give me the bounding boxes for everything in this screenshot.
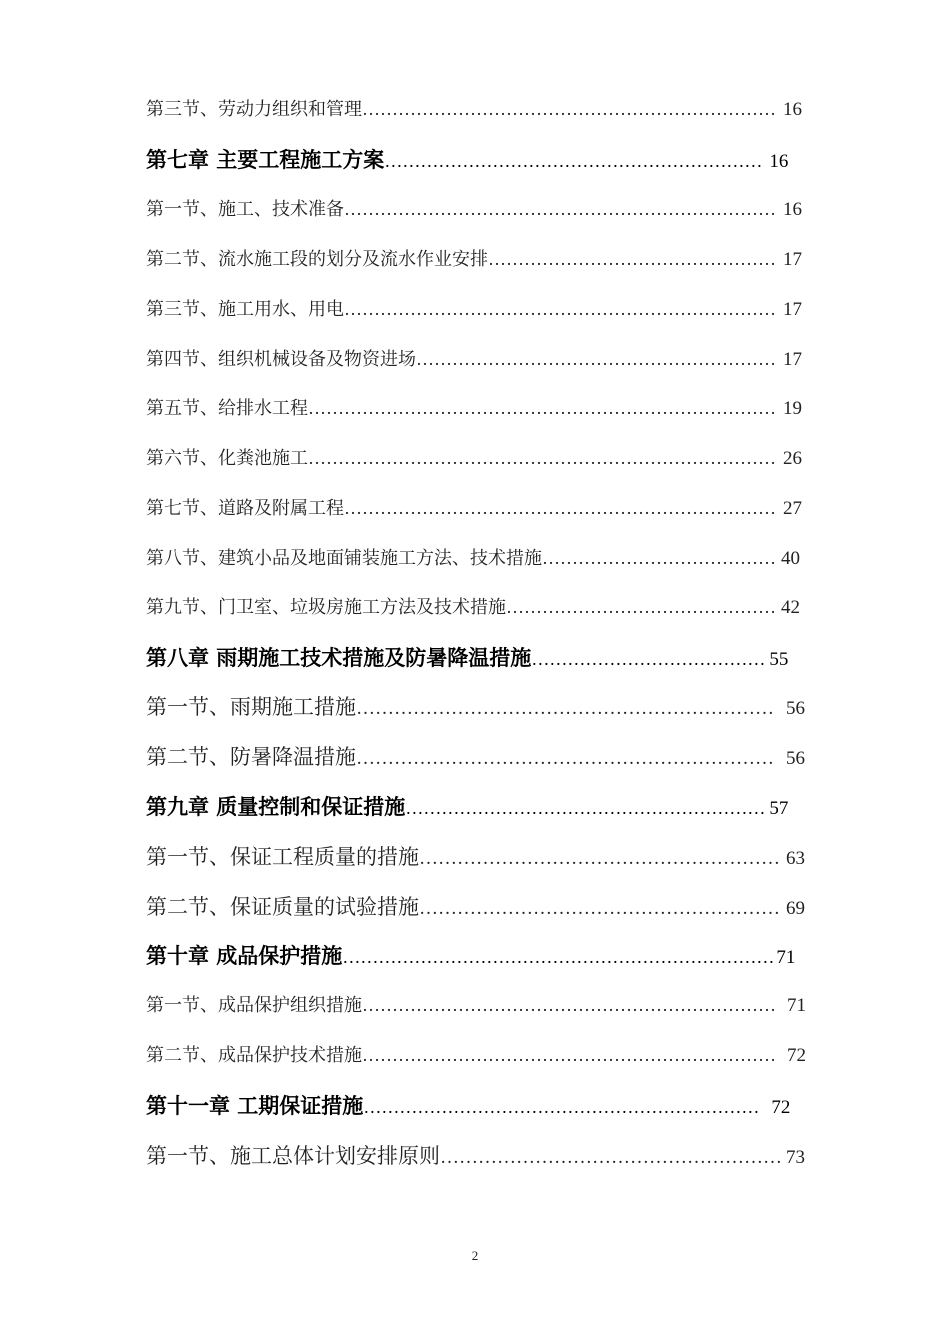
toc-page-number: 72: [771, 1097, 791, 1118]
toc-entry[interactable]: [146, 549, 800, 568]
toc-entry-title: 第七章 主要工程施工方案: [146, 148, 385, 172]
toc-entry[interactable]: [146, 747, 805, 768]
toc-entry-title: 第九章 质量控制和保证措施: [146, 795, 406, 819]
toc-page-number: 42: [781, 597, 800, 618]
toc-dot-leader: ………………………………………………………………: [344, 499, 776, 517]
toc-dot-leader: ……………………………………………………: [405, 799, 766, 817]
toc-dot-leader: ……………………………………………………………………: [308, 449, 776, 467]
toc-dot-leader: …………………………………………………………: [356, 749, 774, 768]
toc-entry-title: 第一节、施工总体计划安排原则: [146, 1144, 440, 1168]
toc-page-number: 16: [769, 151, 789, 172]
toc-entry-title: 第六节、化粪池施工: [146, 448, 308, 468]
toc-dot-leader: …………………………………………………………: [356, 699, 774, 718]
toc-dot-leader: ………………………………………………………………: [342, 948, 775, 966]
toc-dot-leader: ………………………………………………: [440, 1148, 782, 1167]
toc-dot-leader: …………………………………………: [488, 250, 776, 268]
toc-page-number: 17: [783, 299, 802, 320]
toc-entry-title: 第十章 成品保护措施: [146, 944, 343, 968]
toc-entry[interactable]: [146, 250, 802, 269]
toc-dot-leader: ……………………………………………………………: [362, 996, 776, 1014]
toc-dot-leader: ……………………………………………………………………: [308, 399, 776, 417]
toc-entry-title: 第三节、劳动力组织和管理: [146, 99, 362, 119]
toc-dot-leader: …………………………………………………: [419, 849, 780, 868]
toc-chapter-entry[interactable]: [146, 648, 788, 669]
toc-dot-leader: ……………………………………………………………: [362, 100, 776, 118]
toc-entry[interactable]: [146, 449, 802, 468]
toc-dot-leader: …………………………………: [531, 650, 766, 668]
toc-dot-leader: …………………………………: [542, 549, 776, 567]
toc-page-number: 72: [787, 1045, 806, 1066]
toc-page-number: 71: [787, 995, 806, 1016]
toc-entry[interactable]: [146, 100, 802, 119]
toc-entry[interactable]: [146, 300, 802, 319]
toc-entry-title: 第二节、流水施工段的划分及流水作业安排: [146, 249, 488, 269]
toc-page-number: 17: [783, 249, 802, 270]
toc-entry[interactable]: [146, 697, 805, 718]
toc-entry-title: 第一节、保证工程质量的措施: [146, 845, 419, 869]
toc-entry-title: 第二节、成品保护技术措施: [146, 1045, 362, 1065]
toc-chapter-entry[interactable]: [146, 797, 788, 818]
toc-page-number: 40: [781, 548, 800, 569]
toc-page-number: 55: [769, 649, 789, 670]
toc-page-number: 26: [783, 448, 802, 469]
toc-entry-title: 第三节、施工用水、用电: [146, 299, 344, 319]
toc-entry-title: 第八章 雨期施工技术措施及防暑降温措施: [146, 646, 532, 670]
toc-entry[interactable]: [146, 897, 805, 918]
toc-page-number: 16: [783, 99, 802, 120]
toc-entry-title: 第四节、组织机械设备及物资进场: [146, 349, 416, 369]
toc-page-number: 63: [786, 848, 805, 869]
toc-page-number: 56: [786, 748, 805, 769]
toc-entry[interactable]: [146, 996, 806, 1015]
toc-page-number: 73: [786, 1147, 805, 1168]
toc-page-number: 27: [783, 498, 802, 519]
toc-page-number: 17: [783, 349, 802, 370]
toc-page-number: 71: [776, 947, 796, 968]
toc-page-number: 69: [786, 898, 805, 919]
page-number: 2: [471, 1248, 479, 1263]
toc-chapter-entry[interactable]: [146, 150, 788, 171]
toc-page-number: 16: [783, 199, 802, 220]
toc-entry[interactable]: [146, 499, 802, 518]
toc-chapter-entry[interactable]: [146, 946, 795, 967]
toc-entry[interactable]: [146, 399, 802, 418]
toc-dot-leader: ………………………………………………………: [384, 152, 763, 170]
toc-dot-leader: ………………………………………: [506, 598, 776, 616]
toc-entry-title: 第九节、门卫室、垃圾房施工方法及技术措施: [146, 597, 506, 617]
toc-page-number: 56: [786, 698, 805, 719]
toc-dot-leader: ………………………………………………………………: [344, 200, 776, 218]
toc-page-number: 19: [783, 398, 802, 419]
toc-dot-leader: …………………………………………………………: [363, 1098, 760, 1116]
toc-entry-title: 第八节、建筑小品及地面铺装施工方法、技术措施: [146, 548, 542, 568]
toc-entry[interactable]: [146, 200, 802, 219]
toc-page-number: 57: [769, 798, 789, 819]
toc-entry-title: 第十一章 工期保证措施: [146, 1094, 364, 1118]
toc-entry[interactable]: [146, 1046, 806, 1065]
toc-entry-title: 第二节、防暑降温措施: [146, 745, 356, 769]
toc-entry-title: 第一节、施工、技术准备: [146, 199, 344, 219]
toc-chapter-entry[interactable]: [146, 1096, 790, 1117]
toc-entry-title: 第七节、道路及附属工程: [146, 498, 344, 518]
toc-entry[interactable]: [146, 598, 800, 617]
toc-entry-title: 第一节、成品保护组织措施: [146, 995, 362, 1015]
toc-entry[interactable]: [146, 1146, 805, 1167]
toc-entry-title: 第五节、给排水工程: [146, 398, 308, 418]
toc-entry[interactable]: [146, 847, 805, 868]
toc-entry-title: 第一节、雨期施工措施: [146, 695, 356, 719]
toc-dot-leader: …………………………………………………: [419, 899, 780, 918]
toc-entry-title: 第二节、保证质量的试验措施: [146, 895, 419, 919]
toc-dot-leader: ………………………………………………………………: [344, 300, 776, 318]
toc-dot-leader: ……………………………………………………: [416, 350, 776, 368]
toc-dot-leader: ……………………………………………………………: [362, 1046, 776, 1064]
toc-entry[interactable]: [146, 350, 802, 369]
